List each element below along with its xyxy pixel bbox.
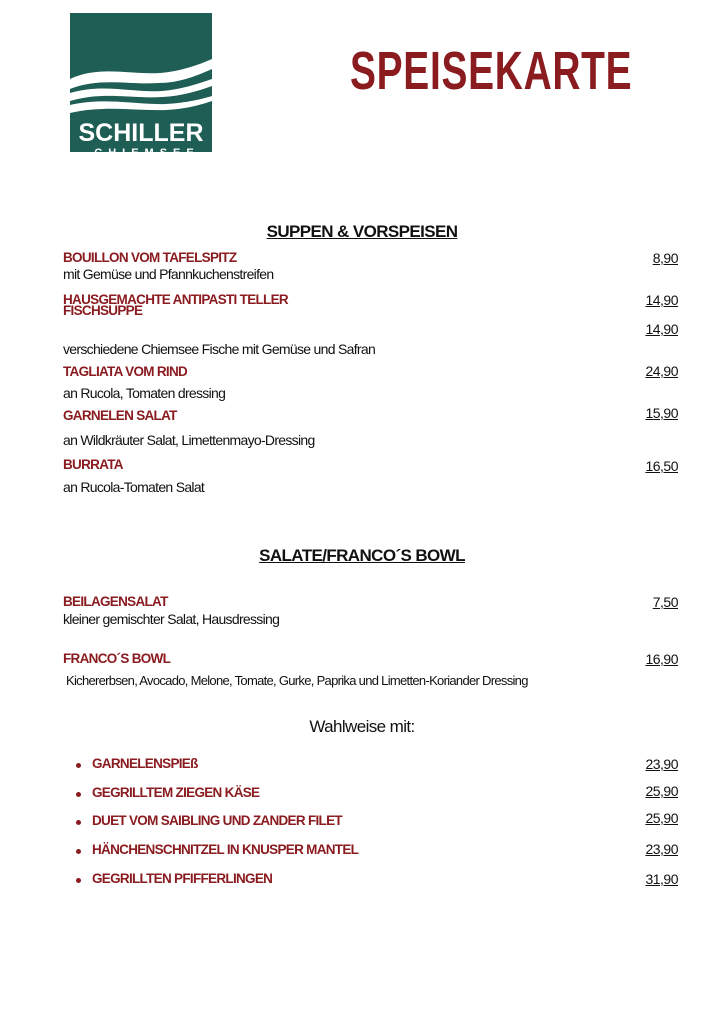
menu-item-name: BURRATA: [63, 457, 123, 472]
bullet: [76, 878, 81, 883]
option-name: GEGRILLTEM ZIEGEN KÄSE: [92, 785, 260, 800]
menu-item-desc: verschiedene Chiemsee Fische mit Gemüse und Safran: [63, 341, 376, 357]
menu-item-name: GARNELEN SALAT: [63, 408, 177, 423]
menu-item-desc: an Rucola, Tomaten dressing: [63, 385, 226, 401]
option-price: 23,90: [645, 841, 678, 857]
menu-item-price: 16,50: [645, 458, 678, 474]
logo-brand-text: SCHILLER: [78, 119, 204, 147]
section-heading-salate: SALATE/FRANCO´S BOWL: [259, 546, 465, 565]
bullet: [76, 763, 81, 768]
menu-item-price: 7,50: [652, 594, 678, 610]
logo: [70, 13, 212, 159]
menu-item-name: TAGLIATA VOM RIND: [63, 364, 188, 379]
option-price: 25,90: [645, 783, 678, 799]
menu-item-name: FISCHSUPPE: [63, 303, 143, 318]
option-name: DUET VOM SAIBLING UND ZANDER FILET: [92, 813, 342, 828]
option-price: 25,90: [645, 810, 678, 826]
menu-item-price: 14,90: [645, 292, 678, 308]
menu-item-name: HAUSGEMACHTE ANTIPASTI TELLER: [63, 292, 288, 307]
menu-item-price: 14,90: [645, 321, 678, 337]
menu-item-name: BOUILLON VOM TAFELSPITZ: [63, 250, 237, 265]
section-heading-wahlweise: Wahlweise mit:: [309, 717, 415, 736]
option-price: 23,90: [645, 756, 678, 772]
menu-item-desc: mit Gemüse und Pfannkuchenstreifen: [63, 266, 274, 282]
menu-item-desc: Kichererbsen, Avocado, Melone, Tomate, Gurke, Paprika und Limetten-Koriander Dressing: [66, 673, 528, 688]
menu-item-desc: kleiner gemischter Salat, Hausdressing: [63, 611, 280, 627]
bullet: [76, 849, 81, 854]
page-title: SPEISEKARTE: [350, 41, 633, 101]
menu-item-price: 24,90: [645, 363, 678, 379]
option-price: 31,90: [645, 871, 678, 887]
option-name: GEGRILLTEN PFIFFERLINGEN: [92, 871, 273, 886]
menu-item-price: 15,90: [645, 405, 678, 421]
option-name: GARNELENSPIEß: [92, 756, 198, 771]
menu-item-desc: an Wildkräuter Salat, Limettenmayo-Dressing: [63, 432, 315, 448]
menu-item-desc: an Rucola-Tomaten Salat: [63, 479, 205, 495]
menu-item-price: 16,90: [645, 651, 678, 667]
menu-item-name: BEILAGENSALAT: [63, 594, 168, 609]
bullet: [76, 792, 81, 797]
menu-item-price: 8,90: [652, 250, 678, 266]
menu-item-name: FRANCO´S BOWL: [63, 651, 171, 666]
section-heading-suppen: SUPPEN & VORSPEISEN: [266, 222, 458, 241]
option-name: HÄNCHENSCHNITZEL IN KNUSPER MANTEL: [92, 842, 359, 857]
bullet: [76, 820, 81, 825]
logo-sub-text: CHIEMSEE: [94, 147, 200, 159]
